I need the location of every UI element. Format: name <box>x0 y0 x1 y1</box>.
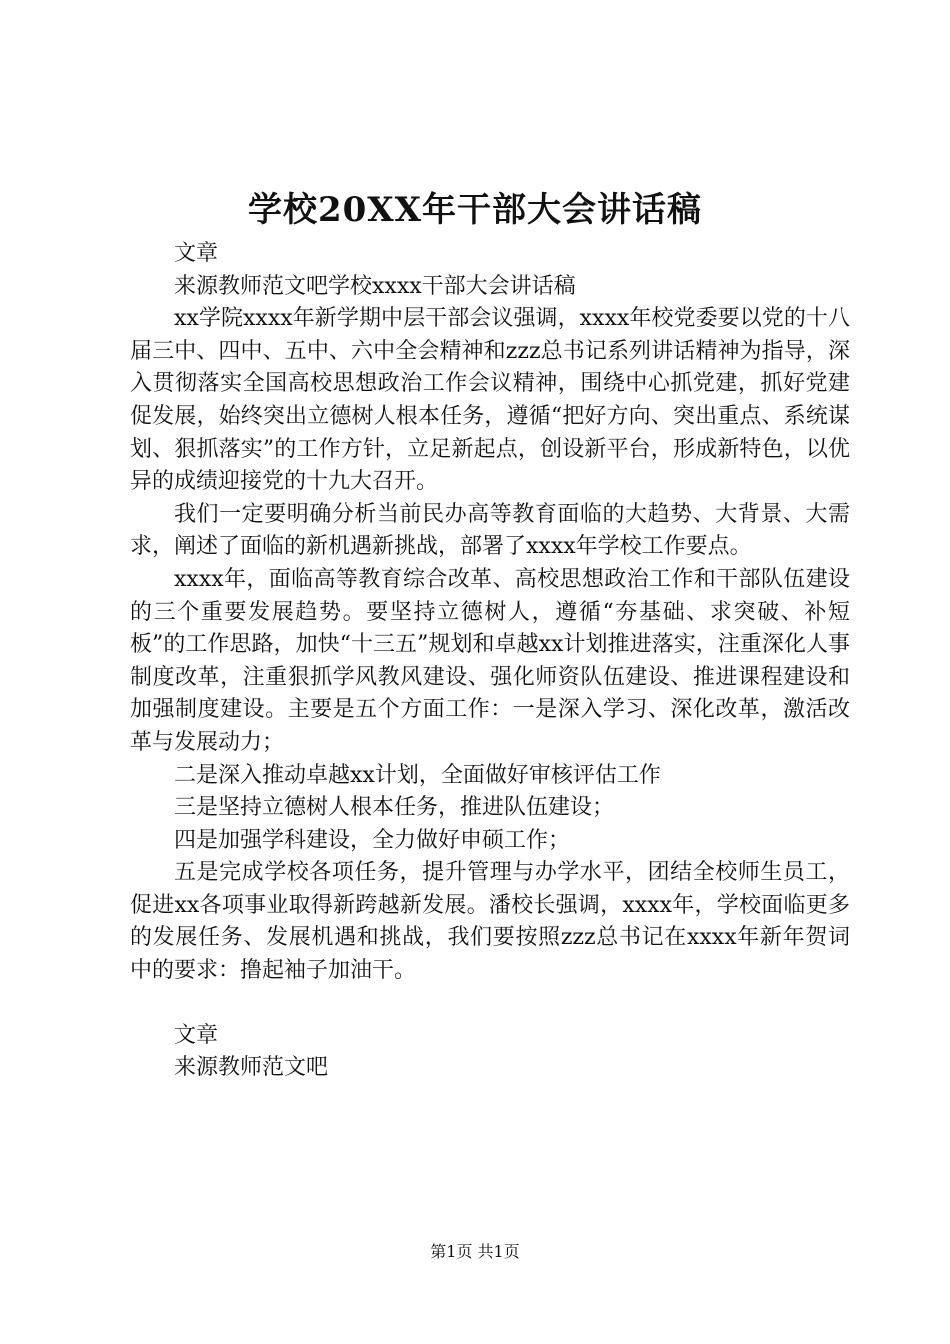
document-title: 学校20XX年干部大会讲话稿 <box>247 190 703 230</box>
document-body <box>130 238 850 1085</box>
closing-source-label: 文章 <box>174 1022 219 1048</box>
paragraph-item-four: 四是加强学科建设，全力做好申硕工作； <box>174 827 571 853</box>
paragraph-source-label: 文章 <box>174 241 219 266</box>
closing-source-name: 来源教师范文吧 <box>174 1055 329 1081</box>
paragraph-item-two: 二是深入推动卓越xx计划，全面做好审核评估工作 <box>174 762 661 788</box>
paragraph-trends: xxxx年，面临高等教育综合改革、高校思想政治工作和干部队伍建设的三个重要发展趋势。要坚持立德树人，遵循“夯基础、求突破、补短板”的工作思路，加快“十三五”规划和卓越xx计划推进落实，注重深化人事制度改革，注重狠抓学风教风建设、强化师资队伍建设、推进课程建设和加强制度建设。主要是五个方面工作：一是深入学习、深化改革，激活改革与发展动力； <box>130 566 850 755</box>
paragraph-spacer <box>130 988 850 1020</box>
paragraph-item-five: 五是完成学校各项任务，提升管理与办学水平，团结全校师生员工，促进xx各项事业取得新跨越新发展。潘校长强调，xxxx年，学校面临更多的发展任务、发展机遇和挑战，我们要按照zzz总书记在xxxx年新年贺词中的要求：撸起袖子加油干。 <box>130 860 850 984</box>
paragraph-item-three: 三是坚持立德树人根本任务，推进队伍建设； <box>174 795 615 821</box>
paragraph-intro: xx学院xxxx年新学期中层干部会议强调，xxxx年校党委要以党的十八届三中、四中、五中、六中全会精神和zzz总书记系列讲话精神为指导，深入贯彻落实全国高校思想政治工作会议精神，围绕中心抓党建，抓好党建促发展，始终突出立德树人根本任务，遵循“把好方向、突出重点、系统谋划、狠抓落实”的工作方针，立足新起点，创设新平台，形成新特色，以优异的成绩迎接党的十九大召开。 <box>130 306 850 495</box>
paragraph-analysis: 我们一定要明确分析当前民办高等教育面临的大趋势、大背景、大需求，阐述了面临的新机遇新挑战，部署了xxxx年学校工作要点。 <box>130 501 850 560</box>
paragraph-source-title: 来源教师范文吧学校xxxx干部大会讲话稿 <box>174 273 576 299</box>
page-number: 第1页 共1页 <box>430 1242 520 1261</box>
